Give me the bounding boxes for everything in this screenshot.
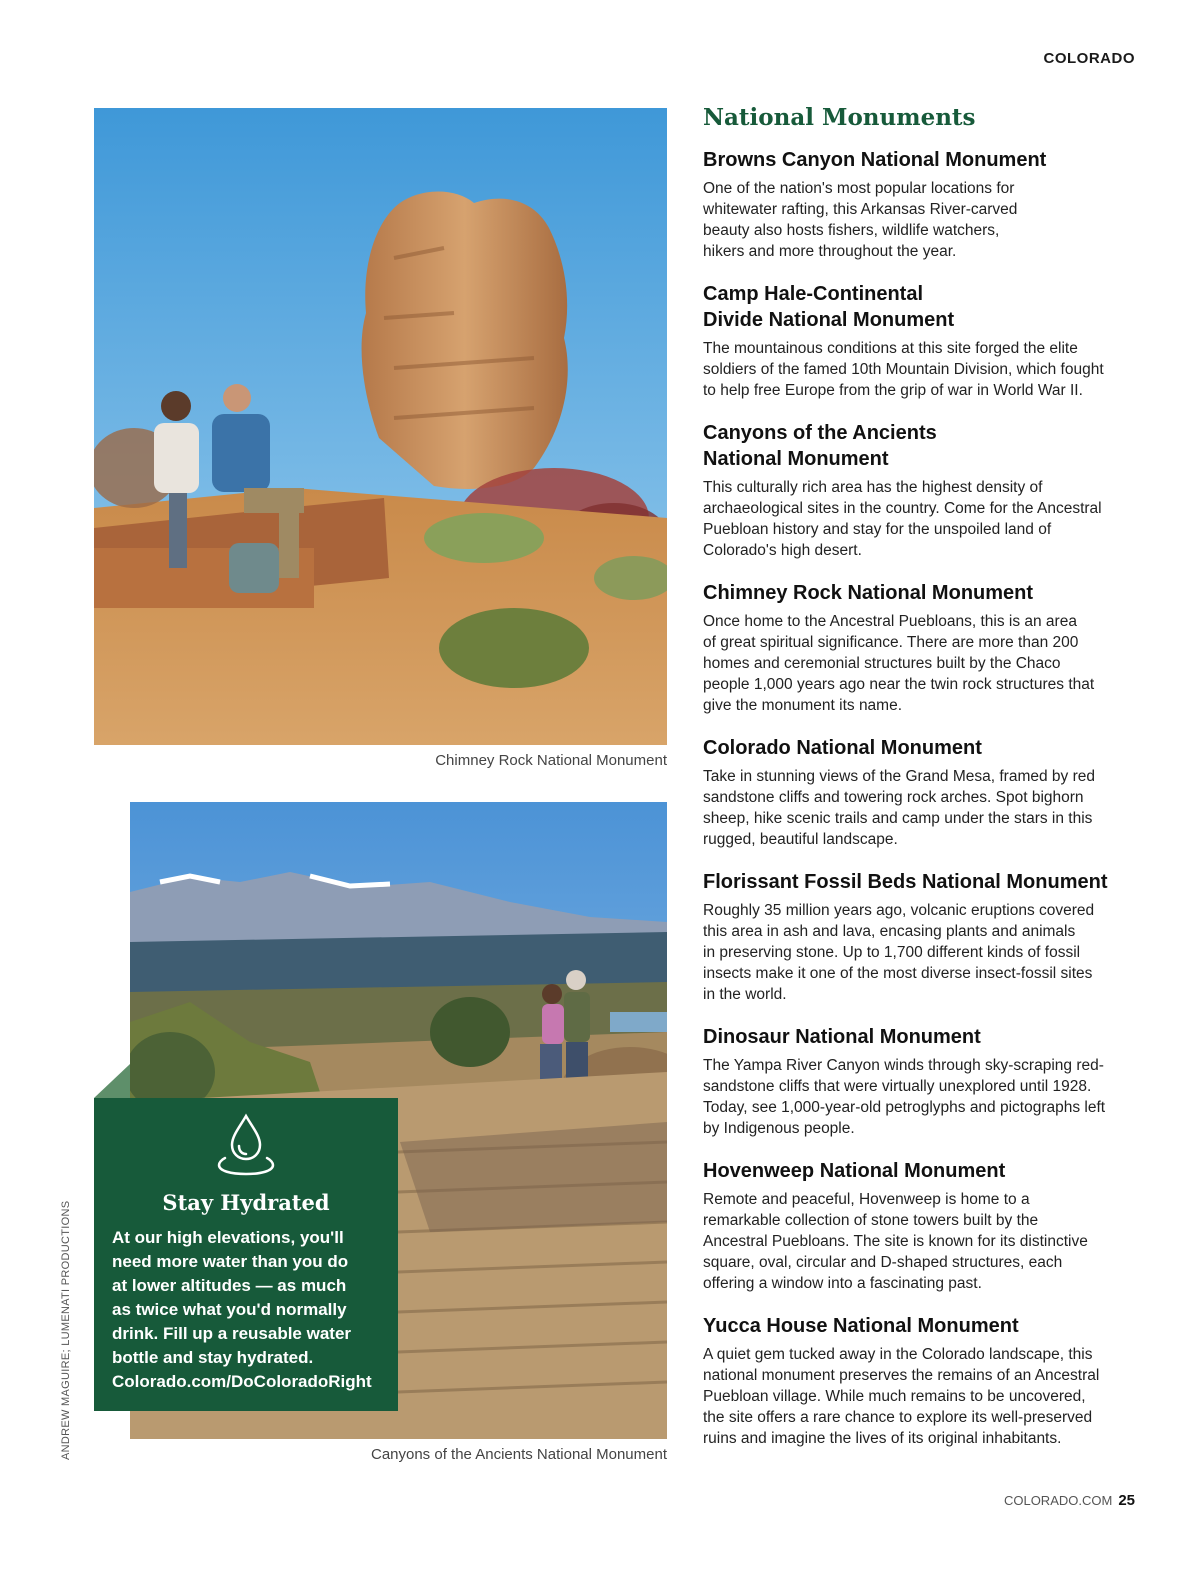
monument-entry: [703, 147, 1143, 262]
description-line: Take in stunning views of the Grand Mesa, framed by red: [703, 768, 1096, 785]
description-line: square, oval, circular and D-shaped structures, each: [703, 1254, 1063, 1271]
description-line: Once home to the Ancestral Puebloans, this is an area: [703, 613, 1077, 630]
description-line: people 1,000 years ago near the twin rock structures that: [703, 676, 1095, 693]
description-line: hikers and more throughout the year.: [703, 243, 957, 260]
description-line: archaeological sites in the country. Come for the Ancestral: [703, 500, 1102, 517]
callout-line: need more water than you do: [112, 1252, 349, 1271]
monument-title: [703, 580, 1143, 606]
section-title: National Monuments: [703, 104, 976, 131]
monument-entry: [703, 1313, 1143, 1449]
description-line: Remote and peaceful, Hovenweep is home to a: [703, 1191, 1030, 1208]
callout-body: [112, 1226, 392, 1394]
monument-title: [703, 735, 1143, 761]
description-line: sheep, hike scenic trails and camp under the stars in this: [703, 810, 1093, 827]
footer-site: COLORADO.COM: [1003, 1493, 1113, 1508]
monument-title: [703, 147, 1143, 173]
description-line: Colorado's high desert.: [703, 542, 862, 559]
monument-title-line: Browns Canyon National Monument: [703, 149, 1047, 171]
callout-line: at lower altitudes — as much: [112, 1276, 347, 1295]
monument-description: [703, 1344, 1143, 1449]
monument-title: [703, 281, 1143, 333]
monument-title-line: Dinosaur National Monument: [703, 1026, 981, 1048]
description-line: soldiers of the famed 10th Mountain Division, which fought: [703, 361, 1104, 378]
callout-line: as twice what you'd normally: [112, 1300, 347, 1319]
monument-description: [703, 178, 1143, 262]
description-line: ruins and imagine the lives of its original inhabitants.: [703, 1430, 1062, 1447]
description-line: this area in ash and lava, encasing plants and animals: [703, 923, 1076, 940]
photo-caption: Canyons of the Ancients National Monument: [370, 1446, 667, 1463]
monument-entry: [703, 1158, 1143, 1294]
callout-corner-decoration: [94, 1064, 130, 1098]
description-line: remarkable collection of stone towers built by the: [703, 1212, 1039, 1229]
page-number: 25: [1118, 1492, 1135, 1509]
callout-line: At our high elevations, you'll: [112, 1228, 344, 1247]
monument-title-line: National Monument: [703, 448, 889, 470]
monument-description: [703, 1189, 1143, 1294]
monument-entries: [703, 147, 1143, 1449]
monument-entry: [703, 420, 1143, 561]
monument-title-line: Divide National Monument: [703, 309, 955, 331]
description-line: offering a window into a fascinating past.: [703, 1275, 982, 1292]
description-line: Roughly 35 million years ago, volcanic eruptions covered: [703, 902, 1095, 919]
monument-title: [703, 1313, 1143, 1339]
monument-title: [703, 420, 1143, 472]
page-footer: [1004, 1492, 1135, 1509]
description-line: of great spiritual significance. There are more than 200: [703, 634, 1079, 651]
monument-description: [703, 338, 1143, 401]
callout-line: bottle and stay hydrated.: [112, 1348, 314, 1367]
monument-title-line: Florissant Fossil Beds National Monument: [703, 871, 1108, 893]
description-line: A quiet gem tucked away in the Colorado landscape, this: [703, 1346, 1093, 1363]
monument-description: [703, 1055, 1143, 1139]
running-header: COLORADO: [1043, 50, 1135, 67]
monument-description: [703, 900, 1143, 1005]
description-line: sandstone cliffs and towering rock arches. Spot bighorn: [703, 789, 1084, 806]
description-line: Puebloan history and stay for the unspoiled land of: [703, 521, 1052, 538]
description-line: whitewater rafting, this Arkansas River-carved: [703, 201, 1018, 218]
monument-entry: [703, 580, 1143, 716]
description-line: The Yampa River Canyon winds through sky-scraping red-: [703, 1057, 1104, 1074]
monument-title-line: Camp Hale-Continental: [703, 283, 924, 305]
photo-credit: ANDREW MAGUIRE; LUMENATI PRODUCTIONS: [60, 1200, 72, 1460]
description-line: in preserving stone. Up to 1,700 different kinds of fossil: [703, 944, 1081, 961]
monument-title: [703, 1158, 1143, 1184]
description-line: The mountainous conditions at this site forged the elite: [703, 340, 1078, 357]
description-line: beauty also hosts fishers, wildlife watchers,: [703, 222, 1000, 239]
description-line: by Indigenous people.: [703, 1120, 855, 1137]
description-line: national monument preserves the remains of an Ancestral: [703, 1367, 1100, 1384]
description-line: the site offers a rare chance to explore its well-preserved: [703, 1409, 1093, 1426]
monument-title-line: Yucca House National Monument: [703, 1315, 1019, 1337]
description-line: One of the nation's most popular locations for: [703, 180, 1015, 197]
description-line: Today, see 1,000-year-old petroglyphs and pictographs left: [703, 1099, 1106, 1116]
monument-title: [703, 1024, 1143, 1050]
monument-title-line: Chimney Rock National Monument: [703, 582, 1034, 604]
description-line: Puebloan village. While much remains to be uncovered,: [703, 1388, 1086, 1405]
callout-link[interactable]: Colorado.com/DoColoradoRight: [112, 1372, 372, 1391]
monument-title-line: Colorado National Monument: [703, 737, 982, 759]
monument-title: [703, 869, 1143, 895]
stay-hydrated-callout: [94, 1098, 398, 1411]
description-line: sandstone cliffs that were virtually unexplored until 1928.: [703, 1078, 1092, 1095]
description-line: give the monument its name.: [703, 697, 903, 714]
description-line: insects make it one of the most diverse insect-fossil sites: [703, 965, 1093, 982]
description-line: to help free Europe from the grip of war in World War II.: [703, 382, 1083, 399]
description-line: rugged, beautiful landscape.: [703, 831, 898, 848]
monuments-list: [703, 103, 1143, 1449]
description-line: in the world.: [703, 986, 787, 1003]
water-drop-icon: [211, 1108, 281, 1178]
monument-entry: [703, 1024, 1143, 1139]
monument-description: [703, 766, 1143, 850]
description-line: This culturally rich area has the highest density of: [703, 479, 1043, 496]
monument-entry: [703, 735, 1143, 850]
chimney-rock-photo: [94, 108, 667, 745]
monument-description: [703, 477, 1143, 561]
monument-description: [703, 611, 1143, 716]
description-line: homes and ceremonial structures built by the Chaco: [703, 655, 1061, 672]
monument-title-line: Canyons of the Ancients: [703, 422, 937, 444]
callout-title: Stay Hydrated: [162, 1190, 330, 1215]
callout-line: drink. Fill up a reusable water: [112, 1324, 352, 1343]
photo-caption: Chimney Rock National Monument: [435, 752, 667, 769]
monument-title-line: Hovenweep National Monument: [703, 1160, 1006, 1182]
monument-entry: [703, 281, 1143, 401]
monument-entry: [703, 869, 1143, 1005]
description-line: Ancestral Puebloans. The site is known for its distinctive: [703, 1233, 1088, 1250]
